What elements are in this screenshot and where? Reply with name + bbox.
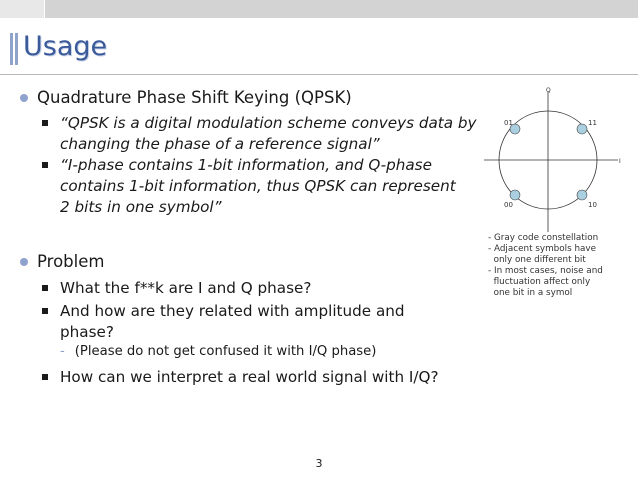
bullet-square-icon: [42, 374, 48, 380]
title-divider: [0, 74, 638, 75]
qpsk-item-text: “QPSK is a digital modulation scheme conveys data by changing the phase of a reference signal”: [60, 114, 477, 153]
bullet-square-icon: [42, 285, 48, 291]
bullet-dot-icon: [20, 94, 28, 102]
bullet-square-icon: [42, 162, 48, 168]
bullet-square-icon: [42, 120, 48, 126]
problem-sub-note: [60, 344, 376, 359]
problem-item-text: What the f**k are I and Q phase?: [60, 279, 312, 297]
constellation-point-11: [577, 124, 587, 134]
problem-heading-bullet: [20, 252, 104, 271]
qpsk-item-2: [42, 155, 482, 218]
qpsk-heading: Quadrature Phase Shift Keying (QPSK): [37, 88, 352, 107]
slide-title: Usage: [23, 31, 108, 62]
bullet-dot-icon: [20, 258, 28, 266]
problem-item-text: And how are they related with amplitude and phase?: [60, 302, 405, 341]
page-number: 3: [315, 457, 323, 470]
point-label-11: 11: [588, 119, 597, 127]
title-accent-bar: [15, 33, 18, 65]
point-label-00: 00: [504, 201, 513, 209]
constellation-point-00: [510, 190, 520, 200]
top-bar-right-block: [45, 0, 638, 18]
top-decoration-bar: [0, 0, 638, 18]
qpsk-item-1: [42, 113, 482, 155]
title-accent-bar: [10, 33, 13, 65]
problem-item-text: How can we interpret a real world signal with I/Q?: [60, 368, 439, 386]
dash-bullet-icon: -: [60, 344, 65, 359]
point-label-10: 10: [588, 201, 597, 209]
constellation-point-10: [577, 190, 587, 200]
axis-i-label: I: [619, 158, 621, 165]
bullet-square-icon: [42, 308, 48, 314]
qpsk-constellation-diagram: [480, 82, 630, 232]
problem-heading: Problem: [37, 252, 105, 271]
sub-note-text: (Please do not get confused it with I/Q phase): [74, 344, 377, 359]
point-label-01: 01: [504, 119, 513, 127]
qpsk-item-text: “I-phase contains 1-bit information, and Q-phase contains 1-bit information, thus QPSK can represent 2 bits in one symbol”: [60, 156, 456, 216]
top-bar-left-block: [0, 0, 44, 18]
axis-q-label: Q: [546, 87, 551, 94]
constellation-notes: - Gray code constellation - Adjacent symbols have only one different bit - In most cases, noise and fluctuation affect only one bit in a symol: [488, 233, 603, 298]
problem-item-3: [42, 367, 482, 388]
problem-item-2: [42, 301, 482, 343]
problem-item-1: [42, 278, 482, 299]
qpsk-heading-bullet: [20, 88, 352, 107]
